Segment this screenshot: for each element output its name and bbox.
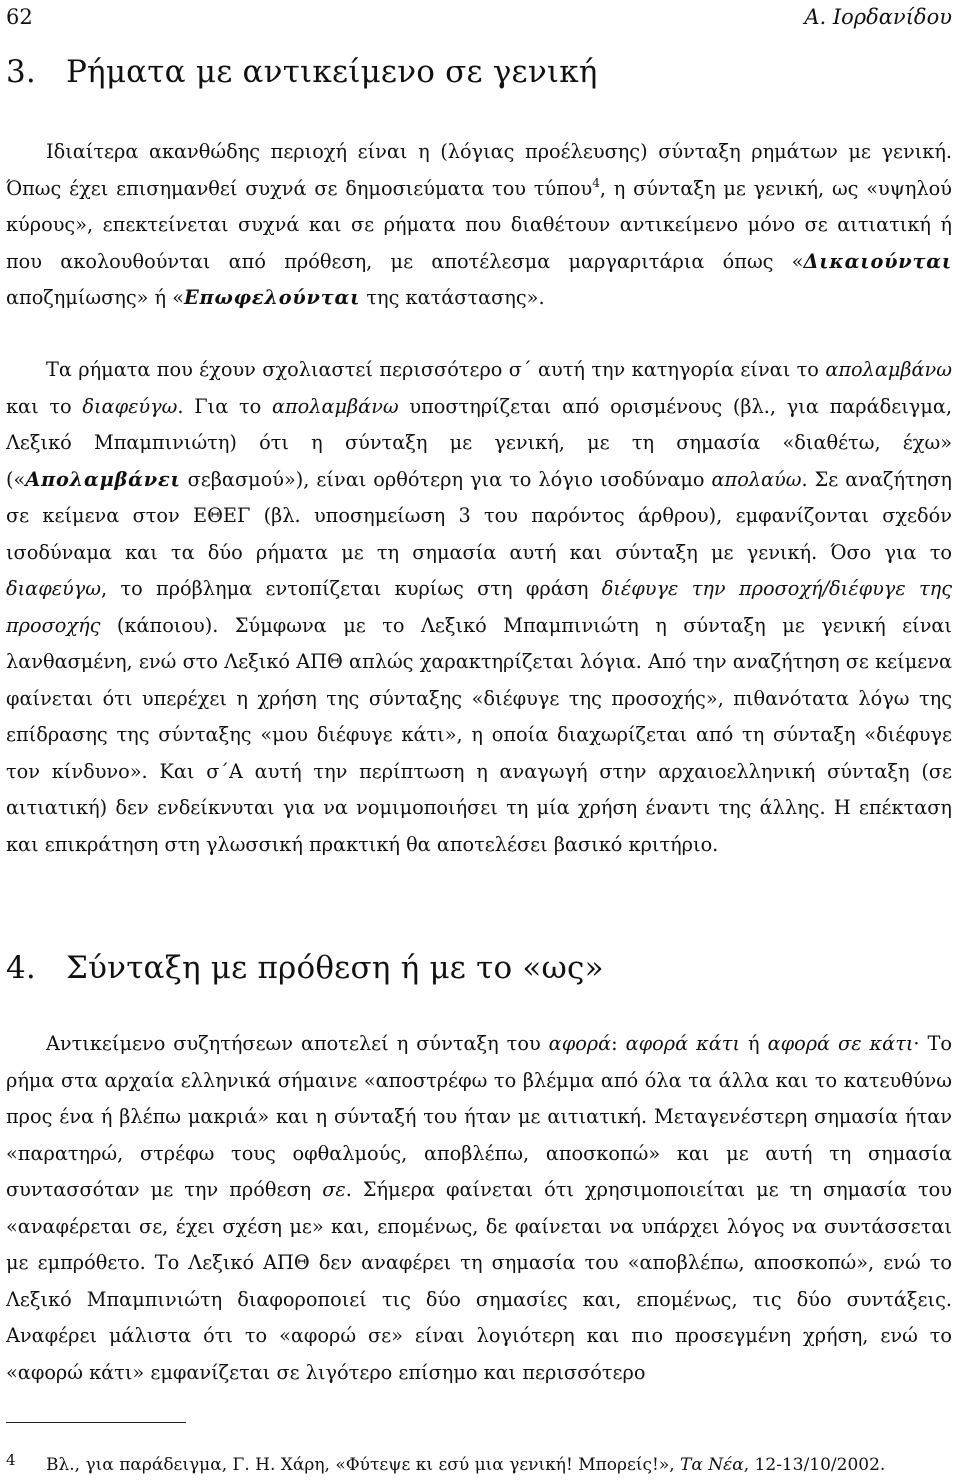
italic-term: διαφεύγω — [6, 577, 102, 600]
italic-term: αφορά σε κάτι — [767, 1032, 914, 1055]
text-run: και το — [6, 394, 83, 418]
text-run: , η σύνταξη με γενική, ως «υψηλού κύρους», επεκτείνεται συχνά και σε ρήματα που διαθέτουν αντικείμενο μόνο σε αιτιατική ή που ακολουθούνται από πρόθεση, με αποτέλεσμα μαργαριτάρια όπως « — [6, 176, 952, 273]
text-run: αποζημίωσης» ή « — [6, 286, 185, 309]
text-run: Αντικείμενο συζητήσεων αποτελεί η σύνταξη του — [46, 1032, 549, 1055]
italic-term: σε — [322, 1178, 346, 1201]
footnote-separator — [6, 1422, 186, 1423]
section-4-title: Σύνταξη με πρόθεση ή με το «ως» — [66, 950, 604, 986]
page-number: 62 — [6, 5, 33, 29]
section-3-number: 3. — [6, 54, 36, 90]
text-run: , 12-13/10/2002. — [743, 1455, 886, 1475]
text-run: . Σήμερα φαίνεται ότι χρησιμοποιείται με τη σημασία του «αναφέρεται σε, έχει σχέση με» και, επομένως, δε φαίνεται να υπάρχει λόγος να συντάσσεται με εμπρόθετο. Το Λεξικό ΑΠΘ δεν αναφέρει τη σημασία του «αποβλέπω, αποσκοπώ», ενώ το Λεξικό Μπαμπινιώτη διαφοροποιεί τις δύο σημασίες και, επομένως, τις δύο συντάξεις. Αναφέρει μάλιστα ότι το «αφορώ σε» είναι λογιότερη και πιο προσεγμένη χρήση, ενώ το «αφορώ κάτι» εμφανίζεται σε λιγότερο επίσημο και περισσότερο — [6, 1178, 952, 1384]
running-head-author: Α. Ιορδανίδου — [804, 5, 952, 29]
text-run: Τα ρήματα που έχουν σχολιαστεί περισσότερο σ΄ αυτή την κατηγορία είναι το — [46, 358, 826, 381]
text-run: Βλ., για παράδειγμα, Γ. Η. Χάρη, «Φύτεψε κι εσύ μια γενική! Μπορείς!», — [46, 1455, 681, 1475]
italic-term: απολαμβάνω — [271, 394, 399, 418]
footnote-4 — [6, 1447, 952, 1478]
text-run: ή — [740, 1032, 768, 1055]
italic-term: διέφυγε την προσοχή/διέφυγε της προσοχής — [6, 577, 952, 637]
section-3-heading — [6, 52, 598, 92]
running-head — [6, 2, 952, 32]
section-4-number: 4. — [6, 950, 36, 986]
italic-term: απολαμβάνω — [825, 358, 952, 381]
text-run: της κατάστασης». — [360, 286, 545, 309]
italic-term: διαφεύγω — [82, 394, 178, 418]
text-run: σεβασμού»), είναι ορθότερη για το λόγιο ισοδύναμο — [180, 467, 712, 491]
footnote-mark: 4 — [6, 1451, 16, 1469]
section-4-paragraph-1 — [6, 1026, 952, 1391]
italic-term: αφορά — [548, 1032, 612, 1055]
text-run: Ιδιαίτερα ακανθώδης περιοχή είναι η (λόγιας προέλευσης) σύνταξη ρημάτων με γενική. Όπως έχει επισημανθεί συχνά σε δημοσιεύματα του τύπου — [6, 140, 952, 200]
text-run: υποστηρίζεται από ορισμένους (βλ., για παράδειγμα, Λεξικό Μπαμπινιώτη) ότι η σύνταξη με γενική, με τη σημασία «διαθέτω, έχω» (« — [6, 394, 952, 491]
section-3-paragraph-2 — [6, 352, 952, 863]
footnote-reference[interactable]: 4 — [592, 175, 600, 190]
italic-term: απολαύω — [711, 467, 802, 491]
section-3-title: Ρήματα με αντικείμενο σε γενική — [66, 54, 598, 90]
text-run: . Σε αναζήτηση σε κείμενα στον ΕΘΕΓ (βλ. υποσημείωση 3 του παρόντος άρθρου), εμφανίζονται σχεδόν ισοδύναμα και τα δύο ρήματα με τη σημασία αυτή και σύνταξη με γενική. Όσο για το — [6, 467, 952, 564]
section-3-paragraph-1 — [6, 134, 952, 317]
emphasized-example: Δικαιούνται — [803, 249, 952, 273]
text-run: (κάποιου). Σύμφωνα με το Λεξικό Μπαμπινιώτη η σύνταξη με γενική είναι λανθασμένη, ενώ στο Λεξικό ΑΠΘ απλώς χαρακτηρίζεται λόγια. Από την αναζήτηση σε κείμενα φαίνεται ότι υπερέχει η χρήση της σύνταξης «διέφυγε της προσοχής», πιθανότατα λόγω της επίδρασης της σύνταξης «μου διέφυγε κάτι», η οποία διαχωρίζεται από τη σύνταξη «διέφυγε τον κίνδυνο». Και σ΄Α αυτή την περίπτωση η αναγωγή στην αρχαιοελληνική σύνταξη (σε αιτιατική) δεν ενδείκνυται για να νομιμοποιήσει τη μία χρήση έναντι της άλλης. Η επέκταση και επικράτηση στη γλωσσική πρακτική θα αποτελέσει βασικό κριτήριο. — [6, 613, 952, 856]
text-run: , το πρόβλημα εντοπίζεται κυρίως στη φράση — [101, 577, 602, 600]
text-run: · Το ρήμα στα αρχαία ελληνικά σήμαινε «αποστρέφω το βλέμμα από όλα τα άλλα και το κατευθύνω προς ένα ή βλέπω μακριά» και η σύνταξή του ήταν με αιτιατική. Μεταγενέστερη σημασία ήταν «παρατηρώ, στρέφω τους οφθαλμούς, αποβλέπω, αποσκοπώ» και με αυτή τη σημασία συντασσόταν με την πρόθεση — [6, 1032, 953, 1201]
italic-term: Τα Νέα — [680, 1455, 744, 1475]
emphasized-example: Επωφελούνται — [184, 286, 361, 309]
text-run: : — [611, 1032, 626, 1055]
emphasized-example: Απολαμβάνει — [25, 467, 181, 491]
italic-term: αφορά κάτι — [625, 1032, 741, 1055]
section-4-heading — [6, 948, 604, 988]
text-run: . Για το — [177, 394, 272, 418]
